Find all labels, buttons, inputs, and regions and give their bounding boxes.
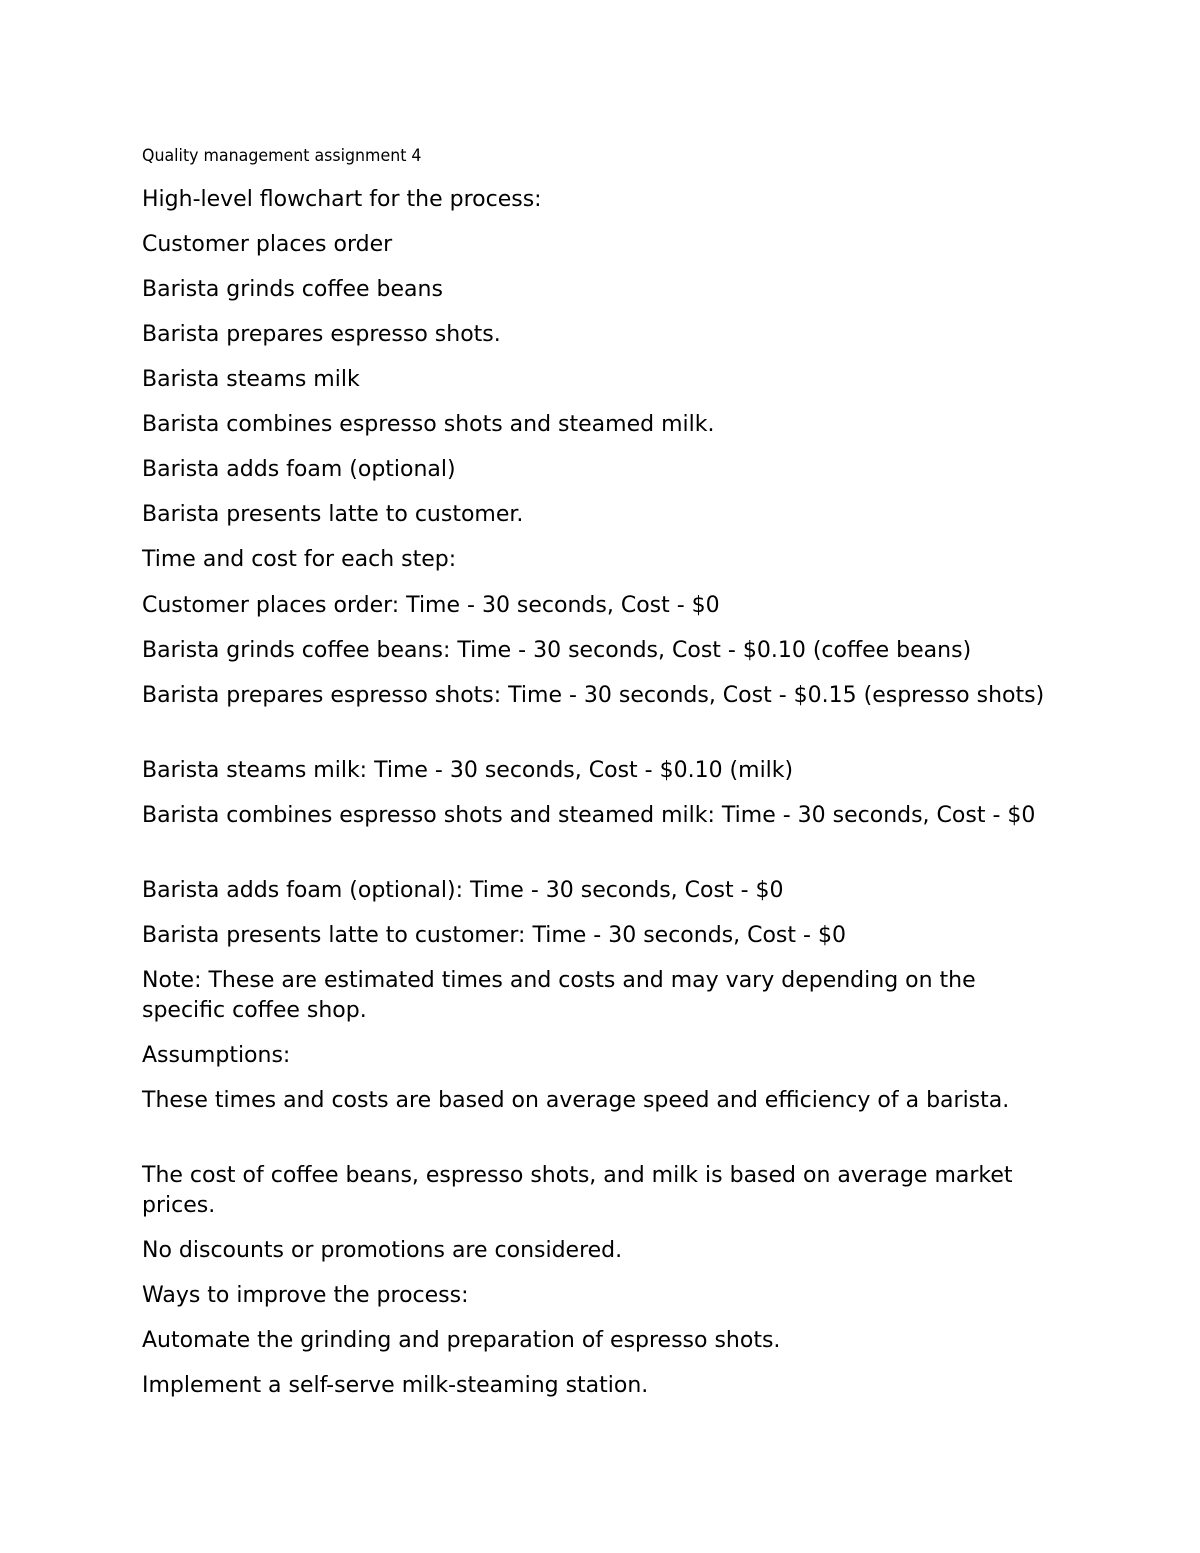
section-heading-improvements: Ways to improve the process: bbox=[142, 1283, 469, 1308]
assumption-item: The cost of coffee beans, espresso shots, and milk is based on average market prices. bbox=[142, 1163, 1013, 1218]
time-cost-item: Barista steams milk: Time - 30 seconds, Cost - $0.10 (milk) bbox=[142, 758, 794, 783]
document-title: Quality management assignment 4 bbox=[142, 146, 422, 166]
flowchart-step: Barista prepares espresso shots. bbox=[142, 322, 501, 347]
assumption-item: No discounts or promotions are considered. bbox=[142, 1238, 623, 1263]
improvement-item: Automate the grinding and preparation of espresso shots. bbox=[142, 1328, 781, 1353]
section-heading-flowchart: High-level flowchart for the process: bbox=[142, 187, 542, 212]
improvement-item: Implement a self-serve milk-steaming station. bbox=[142, 1373, 649, 1398]
flowchart-step: Barista grinds coffee beans bbox=[142, 277, 443, 302]
flowchart-step: Barista steams milk bbox=[142, 367, 360, 392]
time-cost-item: Barista combines espresso shots and steamed milk: Time - 30 seconds, Cost - $0 bbox=[142, 803, 1036, 828]
time-cost-item: Barista presents latte to customer: Time - 30 seconds, Cost - $0 bbox=[142, 923, 846, 948]
assumption-item: These times and costs are based on average speed and efficiency of a barista. bbox=[142, 1088, 1010, 1113]
time-cost-item: Barista adds foam (optional): Time - 30 seconds, Cost - $0 bbox=[142, 878, 784, 903]
time-cost-item: Customer places order: Time - 30 seconds, Cost - $0 bbox=[142, 593, 720, 618]
time-cost-item: Barista grinds coffee beans: Time - 30 seconds, Cost - $0.10 (coffee beans) bbox=[142, 638, 972, 663]
section-heading-assumptions: Assumptions: bbox=[142, 1043, 291, 1068]
flowchart-step: Barista adds foam (optional) bbox=[142, 457, 456, 482]
section-heading-time-cost: Time and cost for each step: bbox=[142, 547, 457, 572]
time-cost-item: Barista prepares espresso shots: Time - 30 seconds, Cost - $0.15 (espresso shots) bbox=[142, 683, 1045, 708]
note-paragraph: Note: These are estimated times and costs and may vary depending on the specific coffee shop. bbox=[142, 968, 976, 1023]
flowchart-step: Customer places order bbox=[142, 232, 393, 257]
flowchart-step: Barista presents latte to customer. bbox=[142, 502, 524, 527]
flowchart-step: Barista combines espresso shots and steamed milk. bbox=[142, 412, 715, 437]
